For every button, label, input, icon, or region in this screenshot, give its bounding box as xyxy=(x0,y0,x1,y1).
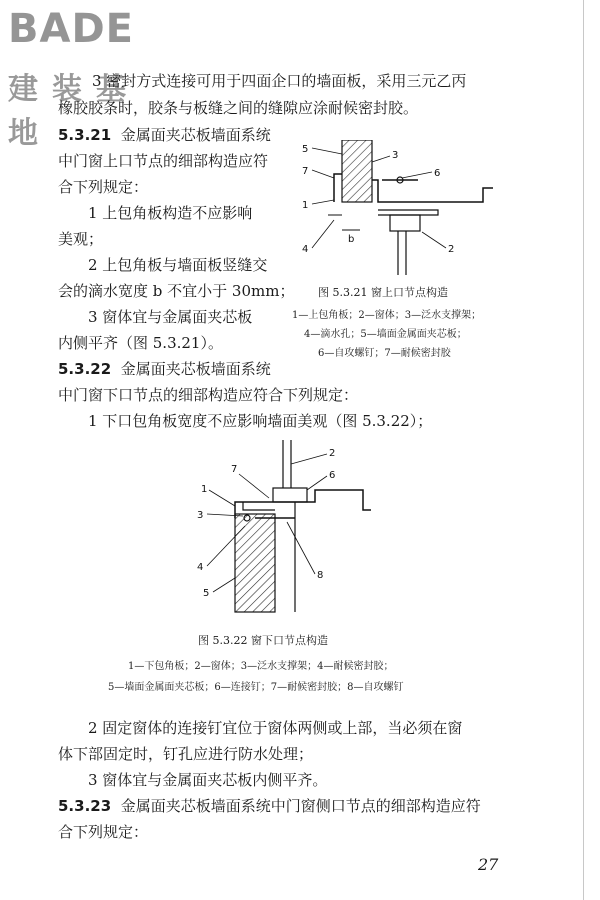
item-line: 内侧平齐（图 5.3.21）。 xyxy=(58,334,223,352)
fig1-label-b: b xyxy=(348,234,355,245)
leader-1 xyxy=(209,490,235,506)
fig1-label-1: 1 xyxy=(302,200,309,211)
flashing-support xyxy=(372,180,493,202)
section-line: 中门窗下口节点的细部构造应符合下列规定： xyxy=(58,386,359,404)
leader-1 xyxy=(312,200,334,204)
item-line: 美观； xyxy=(58,230,104,248)
fig1-label-4: 4 xyxy=(302,244,309,255)
window-frame xyxy=(390,215,420,231)
sandwich-panel xyxy=(235,514,275,612)
section-line: 合下列规定： xyxy=(58,823,149,841)
item-line: 3 窗体宜与金属面夹芯板内侧平齐。 xyxy=(88,771,328,789)
fig1-label-7: 7 xyxy=(302,166,309,177)
fig2-label-6: 6 xyxy=(329,470,336,481)
fig2-label-8: 8 xyxy=(317,570,324,581)
logo-brand: BADE xyxy=(8,6,134,52)
leader-6 xyxy=(402,172,432,178)
item-line: 会的滴水宽度 b 不宜小于 30mm； xyxy=(58,282,295,300)
figure-1-legend: 6—自攻螺钉；7—耐候密封胶 xyxy=(318,348,451,359)
leader-6 xyxy=(307,476,327,490)
top-flashing xyxy=(334,174,342,202)
item-line: 2 固定窗体的连接钉宜位于窗体两侧或上部，当必须在窗 xyxy=(88,719,463,737)
section-line: 合下列规定： xyxy=(58,178,149,196)
upper-trim xyxy=(378,210,438,215)
page-number: 27 xyxy=(478,855,499,874)
section-line: 中门窗上口节点的细部构造应符 xyxy=(58,152,269,170)
logo-subtitle: 建装基地 xyxy=(8,72,140,151)
para-line-2: 橡胶胶条时，胶条与板缝之间的缝隙应涂耐候密封胶。 xyxy=(58,99,419,117)
section-text: 金属面夹芯板墙面系统 xyxy=(120,360,271,378)
fig2-label-1: 1 xyxy=(201,484,208,495)
figure-2-caption: 图 5.3.22 窗下口节点构造 xyxy=(198,634,328,647)
para-line-1: 3 密封方式连接可用于四面企口的墙面板，采用三元乙丙 xyxy=(92,72,467,90)
window-frame xyxy=(273,488,307,502)
fig1-label-2: 2 xyxy=(448,244,455,255)
flashing-support xyxy=(243,502,275,510)
item-line: 1 上包角板构造不应影响 xyxy=(88,204,253,222)
leader-4 xyxy=(312,220,334,248)
figure-1-caption: 图 5.3.21 窗上口节点构造 xyxy=(318,286,448,299)
section-number: 5.3.23 xyxy=(58,797,112,815)
page-edge xyxy=(583,0,584,900)
figure-1-legend: 1—上包角板；2—窗体；3—泛水支撑架； xyxy=(292,310,482,321)
leader-7 xyxy=(239,474,269,498)
leader-5 xyxy=(213,578,235,592)
figure-2-legend: 5—墙面金属面夹芯板；6—连接钉；7—耐候密封胶；8—自攻螺钉 xyxy=(108,682,404,693)
fig2-label-7: 7 xyxy=(231,464,238,475)
section-5-3-21 xyxy=(58,125,271,146)
leader-2 xyxy=(422,232,446,248)
figure-1-legend: 4—滴水孔；5—墙面金属面夹芯板； xyxy=(304,329,467,340)
fig1-label-3: 3 xyxy=(392,150,399,161)
fig2-label-4: 4 xyxy=(197,562,204,573)
section-5-3-22 xyxy=(58,359,271,380)
section-text: 金属面夹芯板墙面系统 xyxy=(120,126,271,144)
fig2-label-3: 3 xyxy=(197,510,204,521)
leader-7 xyxy=(312,170,334,178)
fig1-label-6: 6 xyxy=(434,168,441,179)
fig1-label-5: 5 xyxy=(302,144,309,155)
leader-5 xyxy=(312,148,342,154)
figure-5-3-22 xyxy=(195,440,405,620)
item-line: 3 窗体宜与金属面夹芯板 xyxy=(88,308,253,326)
figure-5-3-21 xyxy=(298,140,503,275)
section-5-3-23 xyxy=(58,796,481,817)
figure-2-legend: 1—下包角板；2—窗体；3—泛水支撑架；4—耐候密封胶； xyxy=(128,661,394,672)
section-number: 5.3.22 xyxy=(58,360,112,378)
leader-3 xyxy=(372,156,390,162)
item-line: 体下部固定时，钉孔应进行防水处理； xyxy=(58,745,314,763)
fig2-label-5: 5 xyxy=(203,588,210,599)
leader-8 xyxy=(287,522,315,574)
sandwich-panel xyxy=(342,140,372,202)
leader-2 xyxy=(291,454,327,464)
section-number: 5.3.21 xyxy=(58,126,112,144)
item-line: 2 上包角板与墙面板竖缝交 xyxy=(88,256,268,274)
fig2-label-2: 2 xyxy=(329,448,336,459)
section-text: 金属面夹芯板墙面系统中门窗侧口节点的细部构造应符 xyxy=(120,797,481,815)
item-line: 1 下口包角板宽度不应影响墙面美观（图 5.3.22）； xyxy=(88,412,433,430)
